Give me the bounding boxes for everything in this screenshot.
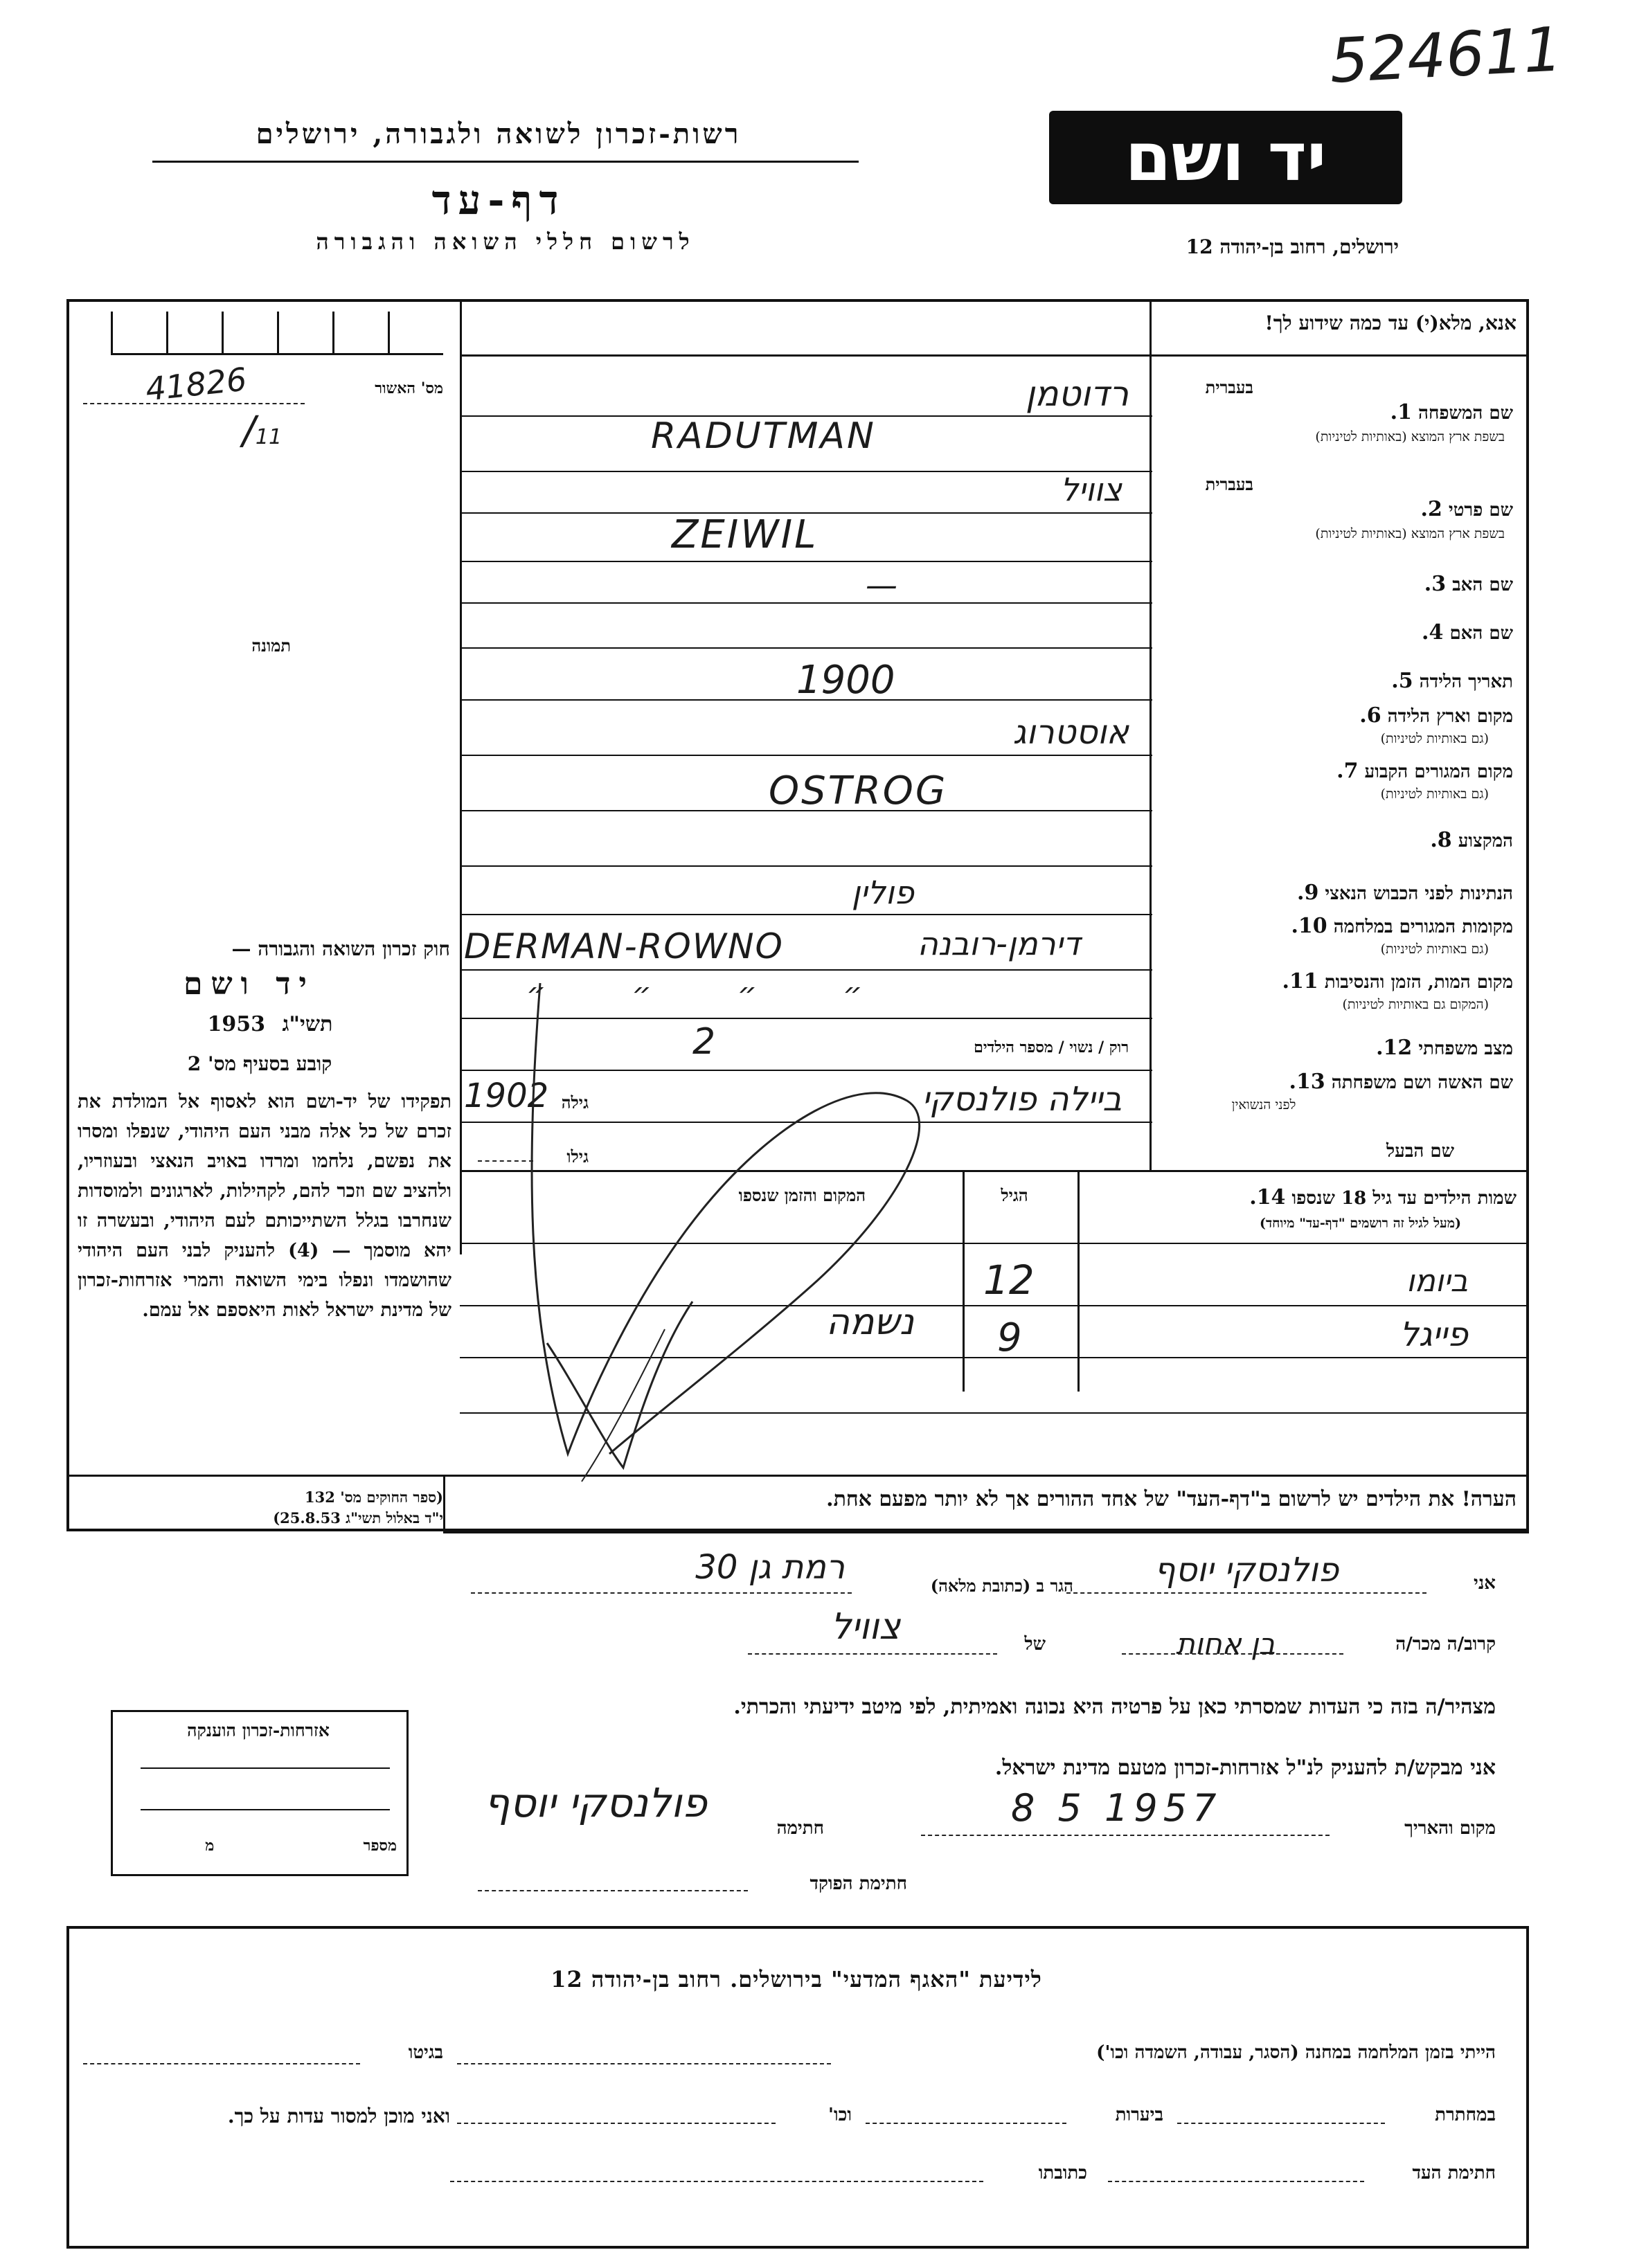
footer-line2-c: וכו' [828, 2105, 852, 2125]
citizenship-number: מספר מ [205, 1837, 397, 1855]
instructions: אנא, מלא(י) עד כמה שידוע לך! [1264, 312, 1517, 334]
footer-line2-b: ביערות [1115, 2105, 1163, 2125]
row-line [460, 602, 1152, 604]
child-2-name: פייגל [1399, 1315, 1468, 1354]
field-10-value-latin: DERMAN-ROWNO [464, 926, 784, 966]
declarant-name: פולנסקי יוסף [1154, 1551, 1339, 1590]
header-underline [152, 161, 859, 163]
field-10-value-hebrew: דירמן-רובנה [917, 925, 1080, 962]
authority-name: רשות-זכרון לשואה ולגבורה, ירושלים [256, 118, 742, 150]
field-2-label: שם פרטי 2. [1420, 497, 1513, 521]
row-line [460, 647, 1152, 649]
declarant-address: רמת גן 30 [695, 1548, 845, 1587]
officer-label: חתימת הפוקד [809, 1873, 907, 1894]
children-place-header: המקום והזמן שנספו [738, 1185, 866, 1205]
lang-label-1: בעברית [1205, 377, 1253, 397]
citizenship-line [141, 1767, 390, 1769]
field-1-sub: בשפת ארץ המוצא (באותיות לטיניות) [1315, 429, 1505, 444]
row-line [460, 755, 1152, 756]
husband-age-label: גילו [566, 1146, 589, 1167]
children-label: שמות הילדים עד גיל 18 שנספו 14. [1249, 1185, 1517, 1209]
child-2-age: 9 [997, 1315, 1022, 1360]
footer-line2-blank-a [1177, 2123, 1385, 2124]
field-3-label: שם האב 3. [1424, 572, 1513, 596]
signature: פולנסקי יוסף [484, 1779, 707, 1826]
field-13-age-label: גילה [561, 1092, 589, 1113]
footer-line2-a: במחתרת [1435, 2105, 1496, 2125]
certificate-line [83, 403, 305, 404]
note: הערה! את הילדים יש לרשום ב"דף-העד" של אחד ההורים אך לא יותר מפעם אחת. [826, 1487, 1517, 1511]
footer-line1-blank-b [83, 2063, 360, 2064]
law-org: יד ושם [184, 966, 315, 1002]
field-11-label: מקום המות, הזמן והנסיבות 11. [1282, 969, 1513, 993]
footer-line1-a: הייתי בזמן המלחמה במחנה (הסגר, עבודה, השמדה וכו') [1096, 2042, 1496, 2063]
child-1-name: ביומו [1406, 1263, 1468, 1299]
citizenship-line [141, 1809, 390, 1810]
field-7-sub: (גם באותיות לטיניות) [1380, 786, 1489, 802]
certificate-boxes [111, 312, 443, 353]
lang-label-2: בעברית [1205, 474, 1253, 494]
row-line [460, 914, 1152, 915]
note-divider-bottom [443, 1531, 1529, 1533]
photo-label: תמונה [251, 636, 291, 656]
field-7-label: מקום המגורים הקבוע 7. [1336, 759, 1513, 783]
row-line [460, 865, 1152, 867]
signature-label: חתימה [776, 1818, 824, 1839]
field-4-label: שם האם 4. [1422, 620, 1513, 645]
law-footnote-2: י"ד באלול תשי"ג 25.8.53) [273, 1509, 443, 1527]
left-column-divider [460, 299, 462, 1254]
child-1-place: נשמה [826, 1302, 914, 1343]
field-6-label: מקום וארץ הלידה 6. [1359, 703, 1513, 728]
footer-line3-a: חתימת העד [1412, 2163, 1496, 2184]
field-1-value-hebrew: רדוטמן [1025, 374, 1129, 414]
citizenship-box [111, 1710, 409, 1876]
field-3-value: — [866, 566, 897, 604]
field-12-label: מצב משפחתי 12. [1376, 1036, 1513, 1060]
yad-vashem-logo: יד ושם [1049, 111, 1402, 204]
declaration-ani: אני [1474, 1573, 1496, 1594]
field-9-value: פולין [851, 874, 914, 911]
field-13-label: שם האשה ושם משפחתה 13. [1289, 1070, 1513, 1094]
field-10-sub: (גם באותיות לטיניות) [1380, 942, 1489, 957]
officer-line [478, 1890, 748, 1891]
certificate-label: מס' האשור [375, 379, 443, 397]
field-12-inline: רוק / נשוי / מספר הילדים [974, 1038, 1129, 1056]
footer-line3-b: כתובתו [1038, 2163, 1087, 2184]
note-left-border [443, 1475, 445, 1533]
date-value: 8 5 1957 [1011, 1786, 1222, 1830]
footer-line1-blank-a [457, 2063, 831, 2064]
place-date-label: מקום והאריך [1404, 1818, 1496, 1839]
field-10-label: מקומות המגורים במלחמה 10. [1291, 914, 1513, 938]
children-age-header: הגיל [1001, 1185, 1028, 1205]
address-line [471, 1592, 852, 1594]
archive-number: 524611 [1327, 13, 1564, 97]
children-col-divider-1 [1077, 1170, 1080, 1392]
field-7-value: OSTROG [769, 768, 948, 813]
of-name-line [748, 1653, 997, 1655]
field-12-value: 2 [692, 1021, 716, 1063]
law-clause: קובע בסעיף מס' 2 [187, 1052, 332, 1075]
scribble-mark [485, 955, 969, 1509]
field-13-sub: לפני הנשואין [1231, 1097, 1296, 1113]
law-footnote-1: (ספר החוקים מס' 132 [305, 1488, 443, 1506]
field-11-value: ״ ״ ״ ״ [526, 976, 863, 1011]
footer-signature-line [1108, 2181, 1364, 2182]
field-13-age-value: 1902 [464, 1077, 549, 1115]
label-column-divider [1150, 299, 1152, 1171]
law-text: תפקידו של יד-ושם הוא לאסוף אל המולדת את זכרם של כל אלה מבני העם היהודי, שנפלו ומסרו את נפשם, נלחמו ומרדו באויב הנאצי ובעוזריו, ולהציב שם וזכר להם, לקהילות, לארגונים ולמוסדות שנחרבו בגלל השתייכותם לעם היהודי, ובעשרה זו יהא מוסמך — (4) להעניק לבני העם היהודי שהושמדו ונפלו בימי השואה והמרי אזרחות-זכרון של מדינת ישראל לאות היאספם אל עמם. [78, 1091, 451, 1321]
law-year-row: 1953 תשי"ג [207, 1012, 333, 1036]
field-5-value: 1900 [796, 658, 895, 703]
child-1-age: 12 [983, 1257, 1035, 1304]
field-9-label: הנתינות לפני הכבוש הנאצי 9. [1297, 881, 1513, 905]
declarant-name-line [1066, 1592, 1426, 1594]
field-1-label: שם המשפחה 1. [1390, 400, 1513, 424]
footer-line2-blank-c [457, 2123, 776, 2124]
instructions-divider [460, 354, 1529, 357]
declaration-request: אני מבקש/ת להעניק לנ"ל אזרחות-זכרון מטעם מדינת ישראל. [994, 1756, 1496, 1780]
field-6-value: אוסטרוג [1012, 713, 1129, 752]
certificate-slash: /11 [242, 408, 283, 453]
form-title: דף-עד [431, 177, 566, 224]
footer-address-line [450, 2181, 983, 2182]
footer-line2-blank-b [866, 2123, 1066, 2124]
field-11-sub: (המקום גם באותיות לטיניות) [1342, 997, 1489, 1012]
footer-title: לידיעת "האגף המדעי" בירושלים. רחוב בן-יהודה 12 [551, 1966, 1042, 1992]
field-5-label: תאריך הלידה 5. [1391, 669, 1513, 693]
footer-line2-d: ואני מוכן למסור עדות על כך. [227, 2105, 450, 2127]
row-line [460, 561, 1152, 562]
children-sub: (מעל לגיל זה רושמים "דף-עד" מיוחד) [1259, 1216, 1461, 1231]
field-8-label: המקצוע 8. [1430, 828, 1513, 852]
of-name: צוויל [830, 1606, 901, 1648]
address: ירושלים, רחוב בן-יהודה 12 [1186, 235, 1399, 258]
declaration-statement: מצהיר/ה בזה כי העדות שמסרתי כאן על פרטיה היא נכונה ואמיתית, לפי מיטב ידיעתי והכרתי. [733, 1695, 1496, 1719]
law-title: חוק זכרון השואה והגבורה — [231, 937, 450, 960]
field-2-value-hebrew: צוויל [1060, 471, 1122, 508]
field-6-sub: (גם באותיות לטיניות) [1380, 731, 1489, 746]
relation-value: בן אחות [1176, 1627, 1276, 1661]
field-1-value-latin: RADUTMAN [651, 415, 876, 457]
relative-label: קרוב/ה מכר/ה [1395, 1634, 1496, 1655]
husband-label: שם הבעל [1386, 1141, 1454, 1162]
field-13-value: ביילה פולנסקי [922, 1080, 1122, 1119]
certificate-number: 41826 [143, 360, 249, 408]
citizenship-title: אזרחות-זכרון הוענקה [187, 1720, 330, 1740]
resides-label: הגר ב (כתובת מלאה) [930, 1576, 1073, 1596]
date-line [921, 1835, 1330, 1836]
field-2-sub: בשפת ארץ המוצא (באותיות לטיניות) [1315, 526, 1505, 541]
field-2-value-latin: ZEIWIL [672, 512, 818, 557]
footer-line1-b: בגיטו [408, 2042, 443, 2063]
of-label: של [1024, 1634, 1046, 1655]
form-subtitle: לרשום חללי השואה והגבורה [316, 228, 695, 255]
